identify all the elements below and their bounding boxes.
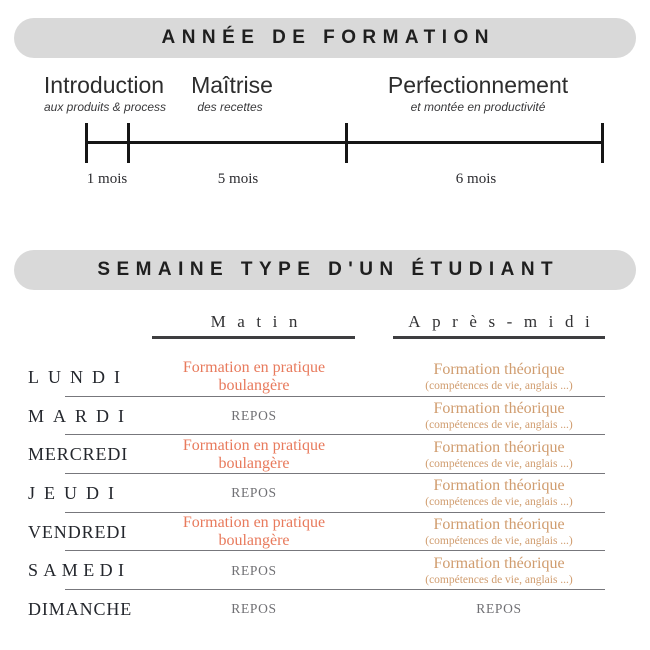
timeline-tick-start: [85, 123, 88, 163]
timeline-tick-1mois: [127, 123, 130, 163]
column-header-matin: Matin: [210, 312, 309, 331]
duration-label-perfectionnement: 6 mois: [455, 171, 497, 187]
duration-label-maitrise: 5 mois: [217, 171, 259, 187]
cell-text: (compétences de vie, anglais ...): [425, 496, 573, 509]
cell-samedi-apres-midi: [368, 555, 630, 587]
cell-text: Formation théorique: [433, 400, 565, 418]
cell-mardi-matin: [140, 407, 368, 425]
cell-text: (compétences de vie, anglais ...): [425, 573, 573, 586]
cell-text: Formation théorique: [433, 477, 565, 495]
table-row-mercredi: [28, 435, 630, 474]
cell-dimanche-matin: [140, 600, 368, 618]
table-row-mardi: [28, 397, 630, 436]
cell-text: (compétences de vie, anglais ...): [425, 380, 573, 393]
table-row-samedi: [28, 551, 630, 590]
timeline-tick-end: [601, 123, 604, 163]
day-label-mercredi: MERCREDI: [28, 444, 129, 465]
cell-jeudi-matin: [140, 484, 368, 502]
phase-title-introduction: Introduction: [43, 72, 165, 98]
cell-lundi-matin: [140, 359, 368, 395]
cell-text: boulangère: [218, 454, 290, 472]
cell-samedi-matin: [140, 562, 368, 580]
cell-text: (compétences de vie, anglais ...): [425, 535, 573, 548]
cell-text: Formation théorique: [433, 438, 565, 456]
cell-vendredi-matin: [140, 514, 368, 550]
banner-annee-de-formation: [14, 18, 636, 58]
cell-text: Formation théorique: [433, 554, 565, 572]
cell-dimanche-apres-midi: [368, 600, 630, 618]
table-row-jeudi: [28, 474, 630, 513]
day-label-lundi: LUNDI: [28, 366, 129, 387]
cell-text: Formation théorique: [433, 516, 565, 534]
cell-text: Formation en pratique: [182, 514, 326, 532]
column-header-apres-midi: Après-midi: [408, 312, 602, 331]
table-row-lundi: [28, 358, 630, 397]
cell-text: REPOS: [231, 562, 277, 578]
cell-jeudi-apres-midi: [368, 477, 630, 509]
cell-lundi-apres-midi: [368, 361, 630, 393]
cell-mercredi-apres-midi: [368, 439, 630, 471]
cell-text: boulangère: [218, 377, 290, 395]
banner-semaine-type: [14, 250, 636, 290]
cell-vendredi-apres-midi: [368, 516, 630, 548]
timeline-tick-5mois: [345, 123, 348, 163]
cell-text: (compétences de vie, anglais ...): [425, 457, 573, 470]
table-row-dimanche: [28, 590, 630, 629]
phase-subtitle-perfectionnement: et montée en productivité: [410, 100, 546, 114]
cell-mercredi-matin: [140, 437, 368, 473]
day-label-vendredi: VENDREDI: [28, 521, 128, 542]
cell-text: REPOS: [231, 408, 277, 424]
phase-subtitle-maitrise: des recettes: [197, 100, 263, 114]
cell-mardi-apres-midi: [368, 400, 630, 432]
banner-annee-label: ANNÉE DE FORMATION: [161, 27, 495, 48]
column-underline-apres-midi: [393, 336, 605, 339]
phase-title-perfectionnement: Perfectionnement: [387, 72, 569, 98]
cell-text: (compétences de vie, anglais ...): [425, 419, 573, 432]
day-label-jeudi: JEUDI: [28, 482, 123, 503]
cell-text: REPOS: [231, 601, 277, 617]
cell-text: Formation en pratique: [182, 436, 326, 454]
schedule-table: [28, 358, 630, 629]
cell-text: REPOS: [231, 485, 277, 501]
column-underline-matin: [152, 336, 355, 339]
phase-title-maitrise: Maîtrise: [191, 72, 273, 98]
phase-subtitle-introduction: aux produits & process: [43, 100, 167, 114]
day-label-samedi: SAMEDI: [28, 560, 130, 581]
day-label-mardi: MARDI: [28, 405, 134, 426]
cell-text: REPOS: [476, 601, 522, 617]
cell-text: boulangère: [218, 532, 290, 550]
day-label-dimanche: DIMANCHE: [28, 598, 133, 619]
duration-label-introduction: 1 mois: [86, 171, 128, 187]
table-row-vendredi: [28, 513, 630, 552]
cell-text: Formation théorique: [433, 361, 565, 379]
cell-text: Formation en pratique: [182, 359, 326, 377]
banner-semaine-label: SEMAINE TYPE D'UN ÉTUDIANT: [97, 259, 560, 280]
